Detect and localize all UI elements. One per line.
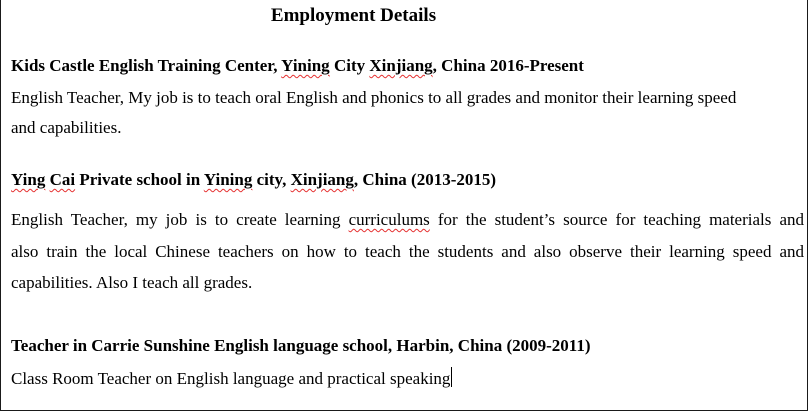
job-1-description-line-1: English Teacher, My job is to teach oral English and phonics to all grades and monitor their learning speed — [11, 88, 737, 107]
spellcheck-word: Cai — [49, 170, 76, 189]
job-1-description-line-2: and capabilities. — [11, 118, 122, 137]
spellcheck-word: curriculums — [348, 210, 430, 229]
spellcheck-word: Yining — [203, 170, 253, 189]
job-1-heading — [11, 56, 584, 76]
text-cursor — [451, 367, 452, 387]
job-2-description-line-1 — [11, 210, 804, 230]
job-1-heading-part: City — [329, 56, 370, 75]
job-3-line-text: Class Room Teacher on English language and practical speaking — [11, 369, 451, 388]
job-2-description-line-2: also train the local Chinese teachers on how to teach the students and also observe their learning speed and — [11, 242, 804, 261]
spellcheck-word: Yining — [281, 56, 330, 75]
spellcheck-word: Xinjiang — [369, 56, 433, 75]
job-2-description-line-3: capabilities. Also I teach all grades. — [11, 273, 253, 292]
job-2-heading — [11, 170, 496, 190]
job-1-heading-part: , China 2016-Present — [432, 56, 584, 75]
spellcheck-word: Xinjiang — [290, 170, 354, 189]
job-2-heading-part: city, — [252, 170, 291, 189]
job-1-heading-part: Kids Castle English Training Center, — [11, 56, 282, 75]
job-2-heading-part: Private school in — [75, 170, 204, 189]
job-2-line-part: English Teacher, my job is to create learning — [11, 210, 349, 229]
job-2-heading-part: , China (2013-2015) — [353, 170, 497, 189]
job-2-line-part: for the student’s source for teaching materials and — [429, 210, 804, 229]
spellcheck-word: Ying — [11, 170, 46, 189]
section-title: Employment Details — [270, 5, 437, 26]
job-3-description-line-1 — [11, 367, 452, 389]
job-3-heading: Teacher in Carrie Sunshine English language school, Harbin, China (2009-2011) — [11, 336, 591, 355]
